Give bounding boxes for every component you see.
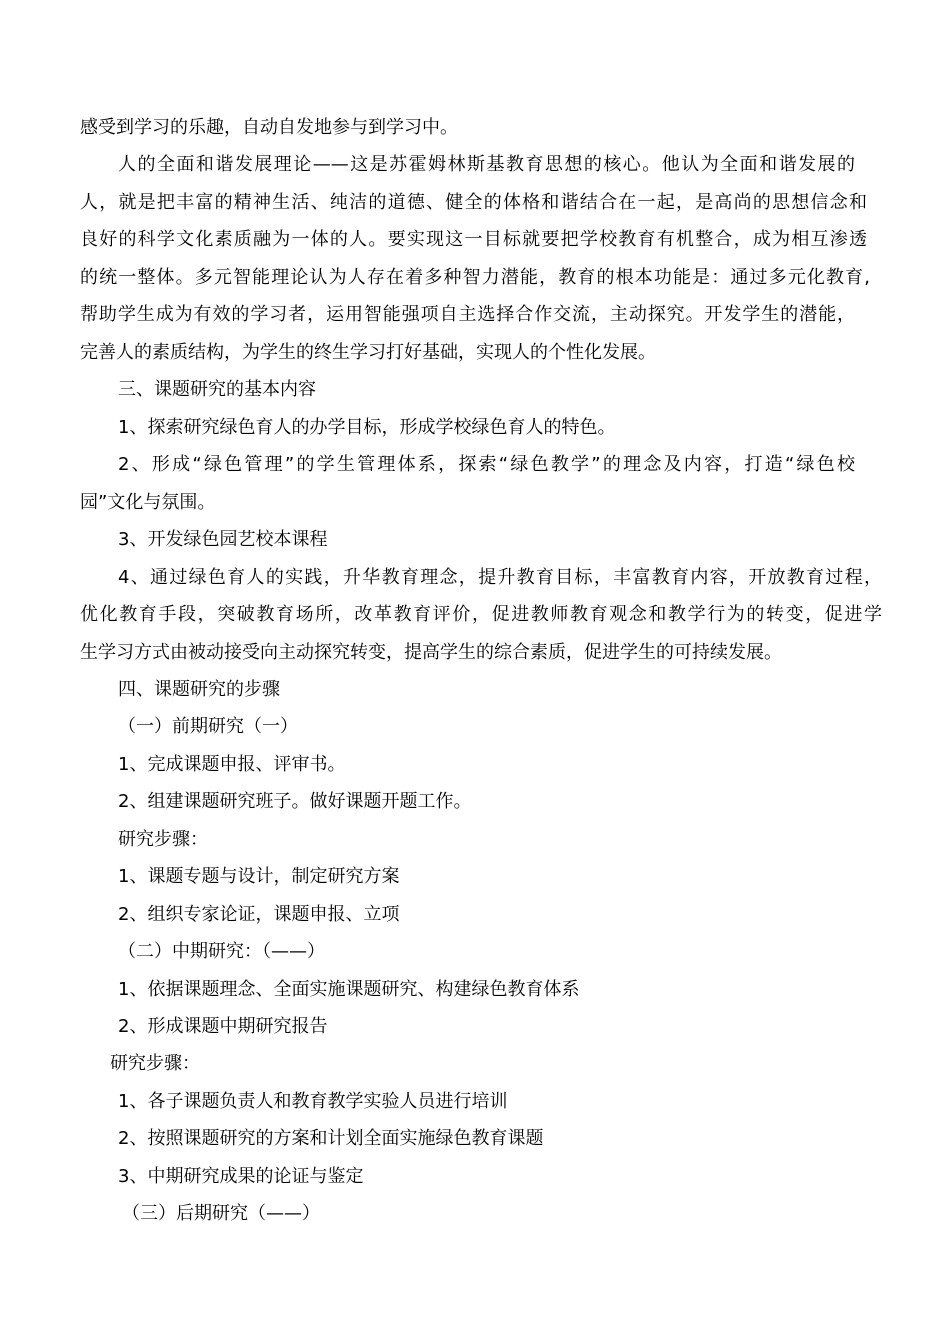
list-item: 1、完成课题申报、评审书。 — [118, 754, 346, 775]
paragraph-line: 人的全面和谐发展理论——这是苏霍姆林斯基教育思想的核心。他认为全面和谐发展的 — [118, 154, 855, 175]
list-item: 1、探索研究绿色育人的办学目标，形成学校绿色育人的特色。 — [118, 417, 616, 438]
list-item: 4、通过绿色育人的实践，升华教育理念，提升教育目标，丰富教育内容，开放教育过程， — [118, 567, 882, 588]
list-item: 2、形成课题中期研究报告 — [118, 1016, 328, 1037]
paragraph-line: 良好的科学文化素质融为一体的人。要实现这一目标就要把学校教育有机整合，成为相互渗透 — [80, 229, 867, 250]
list-item-continuation: 园”文化与氛围。 — [80, 492, 216, 513]
list-item: 1、课题专题与设计，制定研究方案 — [118, 866, 400, 887]
steps-label: 研究步骤： — [118, 829, 208, 850]
paragraph-line: 帮助学生成为有效的学习者，运用智能强项自主选择合作交流，主动探究。开发学生的潜能， — [80, 304, 855, 325]
list-item: 2、按照课题研究的方案和计划全面实施绿色教育课题 — [118, 1128, 544, 1149]
list-item: 2、组织专家论证，课题申报、立项 — [118, 904, 400, 925]
list-item: 1、各子课题负责人和教育教学实验人员进行培训 — [118, 1091, 508, 1112]
steps-label: 研究步骤： — [110, 1053, 200, 1074]
paragraph-line: 人，就是把丰富的精神生活、纯洁的道德、健全的体格和谐结合在一起，是高尚的思想信念和 — [80, 192, 867, 213]
list-item: 3、中期研究成果的论证与鉴定 — [118, 1166, 364, 1187]
list-item: 2、组建课题研究班子。做好课题开题工作。 — [118, 791, 472, 812]
subsection-heading: （一）前期研究（一） — [118, 716, 298, 737]
list-item-continuation: 生学习方式由被动接受向主动探究转变，提高学生的综合素质，促进学生的可持续发展。 — [80, 642, 782, 663]
list-item: 3、开发绿色园艺校本课程 — [118, 529, 328, 550]
paragraph-line: 感受到学习的乐趣，自动自发地参与到学习中。 — [80, 117, 458, 138]
section-heading: 三、课题研究的基本内容 — [118, 379, 316, 400]
list-item-continuation: 优化教育手段，突破教育场所，改革教育评价，促进教师教育观念和教学行为的转变，促进学 — [80, 604, 882, 625]
list-item: 2、形成“绿色管理”的学生管理体系，探索“绿色教学”的理念及内容，打造“绿色校 — [118, 454, 855, 475]
subsection-heading: （二）中期研究：（——） — [118, 941, 325, 962]
paragraph-line: 的统一整体。多元智能理论认为人存在着多种智力潜能，教育的根本功能是：通过多元化教育, — [80, 267, 870, 288]
paragraph-line: 完善人的素质结构，为学生的终生学习打好基础，实现人的个性化发展。 — [80, 342, 656, 363]
subsection-heading: （三）后期研究（——） — [122, 1203, 320, 1224]
section-heading: 四、课题研究的步骤 — [118, 679, 280, 700]
list-item: 1、依据课题理念、全面实施课题研究、构建绿色教育体系 — [118, 979, 580, 1000]
